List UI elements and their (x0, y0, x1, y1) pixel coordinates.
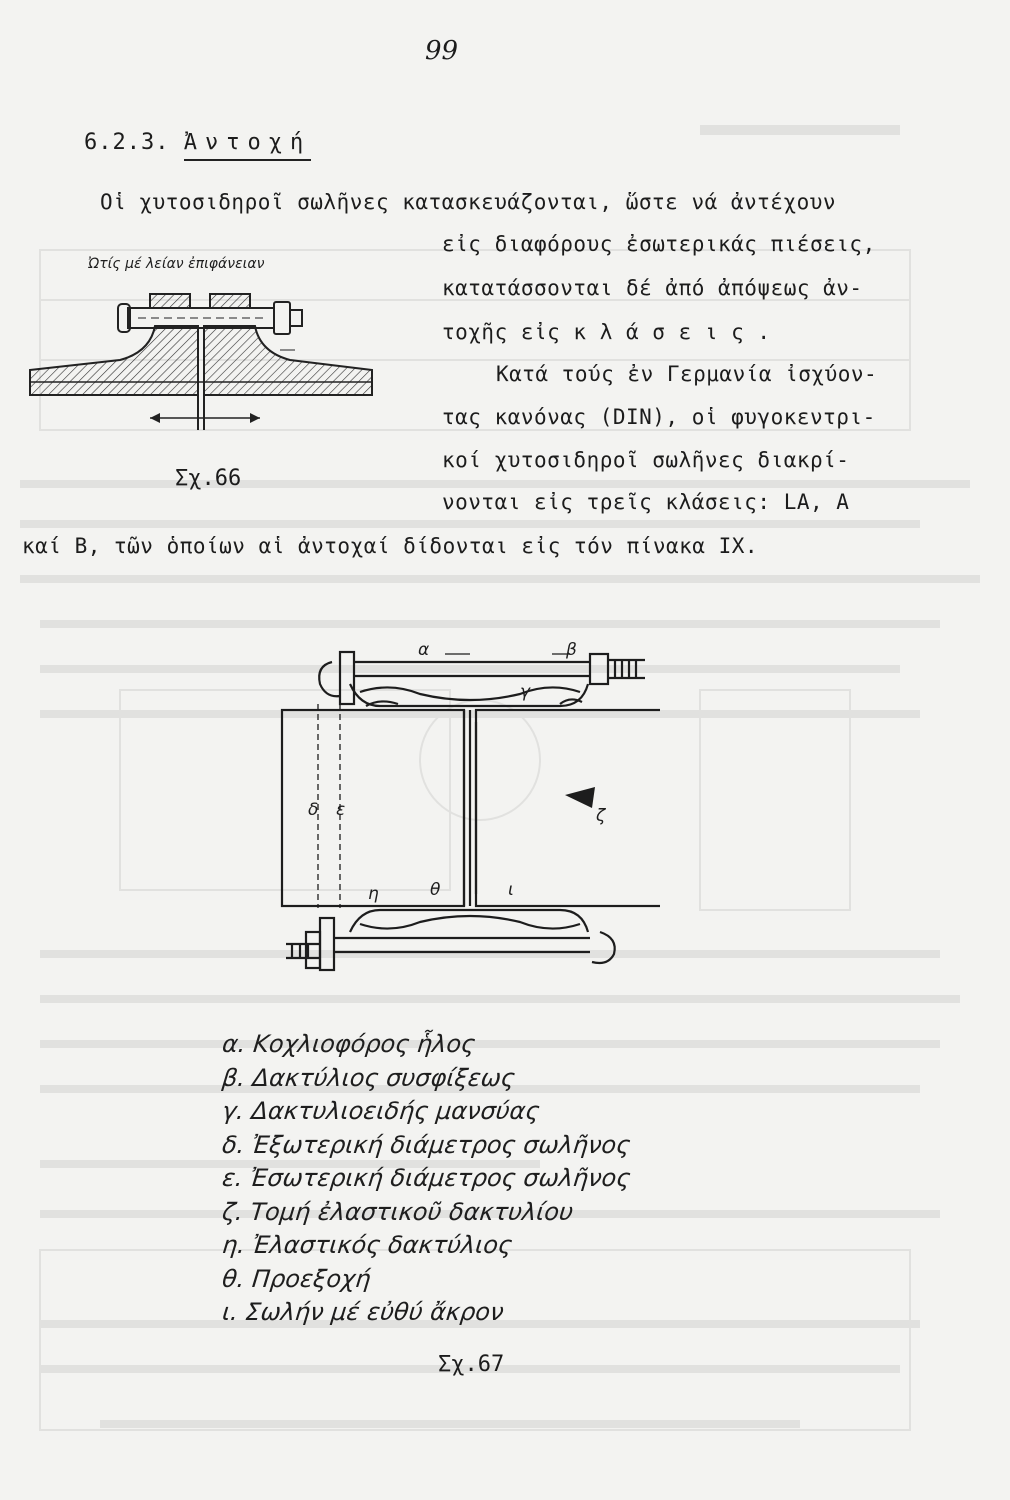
figure-66-label: Ὠτίς μέ λείαν ἐπιφάνειαν (88, 256, 265, 272)
figure-67-label-i: ι (508, 880, 514, 900)
paragraph-line: εἰς διαφόρους ἐσωτερικάς πιέσεις, (442, 232, 876, 256)
paragraph-line: κατατάσσονται δέ ἀπό ἀπόψεως ἀν- (442, 276, 863, 300)
figure-67-label-g: γ (520, 682, 531, 702)
figure-67-label-a: α (418, 640, 430, 660)
legend-item: ζ. Τομή ἐλαστικοῦ δακτυλίου (220, 1197, 575, 1226)
legend-item: γ. Δακτυλιοειδής μανσύας (220, 1097, 542, 1125)
paragraph-line: τας κανόνας (DIN), οἱ φυγοκεντρι- (442, 405, 876, 429)
figure-67-caption: Σχ.67 (438, 1352, 505, 1377)
paragraph-line: τοχῆς εἰς κ λ ά σ ε ι ς . (442, 320, 771, 344)
legend-item: ι. Σωλήν μέ εὐθύ ἄκρον (220, 1298, 506, 1326)
figure-67-label-n: η (368, 884, 379, 904)
section-title: Ἀντοχή (184, 130, 311, 161)
paragraph-line: νονται εἰς τρεῖς κλάσεις: LA, A (442, 490, 850, 514)
legend-item: ε. Ἐσωτερική διάμετρος σωλῆνος (220, 1164, 632, 1192)
paragraph-line: Κατά τούς ἐν Γερμανία ἰσχύον- (496, 362, 878, 386)
paragraph-line: Οἱ χυτοσιδηροῖ σωλῆνες κατασκευάζονται, ὥστε νά ἀντέχουν (100, 190, 837, 214)
paragraph-line: καί B, τῶν ὁποίων αἱ ἀντοχαί δίδονται εἰς τόν πίνακα IX. (22, 534, 759, 558)
figure-66-flange-drawing (20, 270, 400, 440)
figure-67-label-e: ε (336, 800, 346, 820)
figure-67-label-th: θ (430, 880, 441, 900)
legend-item: β. Δακτύλιος συσφίξεως (220, 1063, 517, 1092)
section-number: 6.2.3. (84, 130, 170, 155)
page-number: 99 (425, 36, 459, 66)
figure-67-label-z: ζ (596, 806, 606, 826)
figure-67-label-d: δ (308, 800, 319, 820)
figure-67-label-b: β (566, 640, 577, 660)
legend-item: η. Ἐλαστικός δακτύλιος (220, 1231, 514, 1259)
legend-item: δ. Ἐξωτερική διάμετρος σωλῆνος (220, 1130, 632, 1159)
figure-67-legend (222, 1030, 630, 1332)
paragraph-line: κοί χυτοσιδηροῖ σωλῆνες διακρί- (442, 448, 850, 472)
legend-item: θ. Προεξοχή (220, 1264, 373, 1293)
section-heading (84, 130, 311, 155)
figure-66-caption: Σχ.66 (175, 466, 242, 491)
legend-item: α. Κοχλιοφόρος ἧλος (220, 1030, 477, 1058)
